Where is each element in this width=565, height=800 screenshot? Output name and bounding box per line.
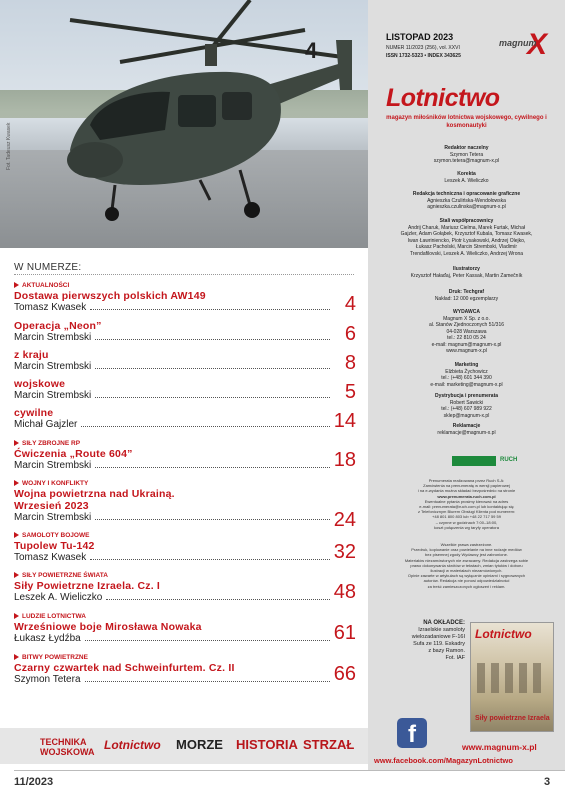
credit-line: Agnieszka Czulińska-Wendołowska — [427, 197, 506, 204]
toc-title: Czarny czwartek nad Schweinfurtem. Cz. II — [14, 662, 235, 674]
toc-author: Michał Gajzler — [14, 419, 78, 430]
info-line: koszt połączenia wg taryfy operatora — [434, 524, 499, 530]
footer-issue: 11/2023 — [14, 776, 54, 788]
credit-complaints — [368, 423, 565, 436]
toc-author: Marcin Strembski — [14, 390, 92, 401]
credit-line: Nakład: 12 000 egzemplarzy — [434, 295, 499, 302]
toc-category-label: SIŁY ZBROJNE RP — [22, 439, 81, 447]
info-line: Przedruk, kopiowanie oraz powielanie na inne rodzaje mediów — [411, 547, 522, 553]
partner-logos-bar — [0, 728, 368, 764]
ruch-logo — [452, 456, 496, 466]
info-line: Ewentualne pytania prosimy kierować na adres — [424, 498, 509, 504]
credit-illustrators — [368, 266, 565, 279]
credit-heading: Redakcja techniczna i opracowanie graficzne — [412, 191, 521, 197]
toc-category — [14, 570, 356, 580]
toc-category-label: AKTUALNOŚCI — [22, 281, 70, 289]
logo-technika-wojskowa[interactable]: TECHNIKA WOJSKOWA — [40, 737, 95, 757]
magazine-tagline: magazyn miłośników lotnictwa wojskowego, cywilnego i kosmonautyki — [386, 115, 547, 129]
credit-line: Leszek A. Wieliczko — [444, 177, 489, 184]
toc-author-row — [14, 332, 356, 344]
ruch-logo-label: RUCH — [500, 457, 518, 463]
toc-page-number: 5 — [344, 381, 356, 403]
credit-line: www.magnum-x.pl — [446, 348, 487, 354]
toc-leader-dots — [90, 302, 330, 310]
arrow-right-icon — [14, 654, 19, 660]
toc-leader-dots — [95, 332, 330, 340]
cover-thumbnail[interactable] — [470, 622, 554, 732]
toc-item[interactable] — [14, 530, 356, 564]
credit-line: Krzysztof Hałaďaj, Peter Kassak, Martin Zamečník — [410, 272, 523, 279]
cover-caption-line: Izraelskie samoloty — [418, 627, 465, 633]
credit-line: 04-028 Warszawa — [446, 328, 487, 335]
toc-item[interactable] — [14, 349, 356, 373]
credit-heading: Dystrybucja i prenumerata — [434, 393, 499, 399]
facebook-icon[interactable]: f — [397, 718, 427, 748]
logo-strzal[interactable]: STRZAŁ — [303, 737, 355, 752]
credit-line: Robert Sawicki — [449, 399, 484, 406]
credit-line: Gajzler, Adam Gołąbek, Krzysztof Kubala, Tomasz Kwasek, — [400, 231, 533, 237]
cover-caption-line: z bazy Ramon. — [428, 648, 465, 654]
cover-caption-line: wielozadaniowe F-16I — [411, 634, 465, 640]
info-line: ilustracji w materiałach niezamówionych. — [430, 568, 503, 574]
toc-author-row — [14, 390, 356, 402]
footer-page-number: 3 — [544, 776, 551, 788]
toc-title: wojskowe — [14, 378, 66, 390]
subscription-info — [372, 478, 561, 530]
logo-historia[interactable]: HISTORIA — [236, 737, 298, 752]
toc-title: Wojna powietrzna nad Ukrainą. Wrzesień 2023 — [14, 488, 175, 512]
info-line: Opinie zawarte w artykułach są wyłącznie opiniami i sygnowanych — [407, 573, 526, 579]
magnum-x-letter: X — [527, 28, 548, 61]
legal-info — [372, 542, 561, 589]
credit-line: Magnum X Sp. z o.o. — [443, 315, 490, 322]
toc-page-number: 24 — [333, 509, 356, 531]
cover-photo-helicopter — [0, 0, 368, 248]
toc-leader-dots — [95, 512, 330, 520]
credit-line: e-mail: marketing@magnum-x.pl — [430, 381, 503, 388]
cover-thumbnail-aircraft — [477, 663, 547, 693]
toc-category — [14, 611, 356, 621]
toc-item[interactable] — [14, 570, 356, 604]
toc-title: Tupolew Tu-142 — [14, 540, 95, 552]
toc-title: Dostawa pierwszych polskich AW149 — [14, 290, 206, 302]
info-line[interactable]: www.prenumerata.ruch.com.pl — [437, 493, 496, 499]
credit-print — [368, 289, 565, 302]
toc-page-number: 32 — [333, 541, 356, 563]
toc-heading: W NUMERZE: — [14, 262, 82, 273]
info-line: bez pisemnej zgody Wydawcy jest zabronione. — [425, 552, 508, 558]
info-line: autorów. Redakcja nie ponosi odpowiedzialności — [423, 578, 510, 584]
credit-line: tel.: 22 810 05 24 — [447, 335, 486, 341]
info-line: Materiałów niezamówionych nie zwracamy. Redakcja zastrzega sobie — [404, 557, 529, 563]
toc-category — [14, 438, 356, 448]
toc-category — [14, 530, 356, 540]
website-link[interactable]: www.magnum-x.pl — [462, 742, 537, 752]
toc-leader-dots — [85, 674, 330, 682]
toc-title: Wrześniowe boje Mirosława Nowaka — [14, 621, 202, 633]
credit-distribution — [368, 393, 565, 419]
toc-author-row — [14, 674, 356, 686]
info-line: +48 801 800 803 lub +48 22 717 59 59 — [432, 514, 501, 520]
info-line: Wszelkie prawa zastrzeżone. — [440, 542, 493, 547]
toc-page-number: 6 — [344, 323, 356, 345]
logo-lotnictwo[interactable]: Lotnictwo — [104, 738, 161, 752]
photo-page-number: 4 — [305, 38, 318, 63]
info-line: prawo dokonywania skrótów w tekstach, zmian tytułów i doboru — [410, 562, 523, 568]
toc-page-number: 48 — [333, 581, 356, 603]
credit-heading: Korekta — [457, 171, 476, 177]
toc-author: Tomasz Kwasek — [14, 302, 87, 313]
credit-contributors — [368, 218, 565, 257]
toc-item[interactable] — [14, 438, 356, 472]
credit-line: Andrij Charuk, Mariusz Cielma, Marek Furtak, Michał — [408, 224, 525, 231]
toc-category — [14, 652, 356, 662]
toc-author: Szymon Tetera — [14, 674, 81, 685]
photo-credit: Fot. Tadeusz Kwasek — [6, 122, 12, 170]
toc-author: Marcin Strembski — [14, 460, 92, 471]
credit-line: agnieszka.czulinska@magnum-x.pl — [427, 204, 506, 210]
info-line: za treść zamieszczonych ogłoszeń i reklam. — [427, 583, 506, 589]
arrow-right-icon — [14, 613, 19, 619]
toc-category-label: SIŁY POWIETRZNE ŚWIATA — [22, 571, 108, 579]
credit-heading: Stali współpracownicy — [439, 218, 494, 224]
toc-author-row — [14, 592, 356, 604]
arrow-right-icon — [14, 440, 19, 446]
arrow-right-icon — [14, 480, 19, 486]
toc-author: Leszek A. Wieliczko — [14, 592, 103, 603]
lotnictwo-logo: Lotnictwo — [386, 84, 500, 112]
toc-category — [14, 280, 356, 290]
toc-item[interactable] — [14, 478, 356, 531]
info-line: – czynne w godzinach 7:00–18:00, — [435, 519, 498, 525]
toc-page-number: 14 — [333, 410, 356, 432]
toc-leader-dots — [81, 419, 330, 427]
toc-leader-dots — [95, 390, 330, 398]
credit-heading: Reklamacje — [452, 423, 481, 429]
arrow-right-icon — [14, 532, 19, 538]
issue-date: LISTOPAD 2023 — [386, 32, 454, 42]
toc-leader-dots — [85, 633, 330, 641]
toc-title: Operacja „Neon” — [14, 320, 102, 332]
toc-author: Łukasz Łydźba — [14, 633, 81, 644]
toc-author-row — [14, 302, 356, 314]
toc-page-number: 4 — [344, 293, 356, 315]
credit-marketing — [368, 362, 565, 388]
credit-heading: Ilustratorzy — [453, 266, 480, 272]
issn: ISSN 1732-5323 • INDEX 343625 — [386, 53, 461, 59]
toc-page-number: 61 — [333, 622, 356, 644]
toc-author-row — [14, 512, 356, 524]
toc-title: cywilne — [14, 407, 54, 419]
toc-divider — [14, 274, 354, 275]
magnum-x-logo — [497, 28, 557, 62]
toc-category-label: LUDZIE LOTNICTWA — [22, 612, 86, 620]
logo-morze[interactable]: MORZE — [176, 737, 223, 752]
toc-author-row — [14, 419, 356, 431]
toc-author-row — [14, 361, 356, 373]
toc-author-row — [14, 552, 356, 564]
arrow-right-icon — [14, 572, 19, 578]
info-line: i na e-wydania można składać bezpośrednio na stronie — [417, 488, 516, 494]
toc-author-row — [14, 633, 356, 645]
info-line: Prenumerata realizowana przez Ruch S.A: — [428, 478, 505, 483]
credit-proofreading — [368, 171, 565, 184]
toc-page-number: 8 — [344, 352, 356, 374]
toc-leader-dots — [95, 361, 330, 369]
facebook-link[interactable]: www.facebook.com/MagazynLotnictwo — [374, 756, 513, 765]
toc-leader-dots — [90, 552, 330, 560]
credit-line: e-mail: magnum@magnum-x.pl — [431, 341, 502, 348]
credit-line: szymon.tetera@magnum-x.pl — [433, 158, 500, 164]
toc-category-label: SAMOLOTY BOJOWE — [22, 531, 90, 539]
toc-author: Marcin Strembski — [14, 512, 92, 523]
credit-line: Łukasz Pacholski, Marcin Strembski, Vladimír — [415, 244, 518, 250]
toc-item[interactable] — [14, 378, 356, 402]
toc-item[interactable] — [14, 652, 356, 686]
credit-editor — [368, 145, 565, 165]
cover-caption-line: Fot. IAF — [445, 655, 465, 661]
toc-author: Tomasz Kwasek — [14, 552, 87, 563]
info-line: z Telefonicznym Biurem Obsługi Klienta pod numerem: — [417, 509, 516, 515]
credit-heading: Marketing — [454, 362, 479, 368]
cover-caption — [380, 620, 465, 662]
credit-graphics — [368, 191, 565, 211]
toc-item[interactable] — [14, 407, 356, 431]
credit-heading: WYDAWCA — [453, 309, 480, 315]
toc-author-row — [14, 460, 356, 472]
toc-author: Marcin Strembski — [14, 332, 92, 343]
toc-category-label: BITWY POWIETRZNE — [22, 653, 88, 661]
credit-line: tel.: (+48) 601 344 390 — [441, 375, 492, 381]
toc-page-number: 66 — [333, 663, 356, 685]
credit-line: Szymon Tetera — [449, 151, 484, 158]
cover-caption-line: Sufa ze 119. Eskadry — [413, 641, 465, 647]
cover-thumbnail-caption: Siły powietrzne Izraela — [475, 715, 550, 722]
credit-line: tel.: (+48) 607 989 922 — [441, 406, 492, 412]
magnum-wordmark: magnum — [499, 38, 537, 48]
footer-divider — [14, 770, 565, 771]
toc-page-number: 18 — [333, 449, 356, 471]
toc-item[interactable] — [14, 320, 356, 344]
credit-publisher — [368, 309, 565, 355]
info-line: Zamówienia na prenumeratę w wersji papierowej — [423, 483, 510, 489]
credit-line: al. Stanów Zjednoczonych 51/316 — [428, 322, 505, 328]
toc-title: Siły Powietrzne Izraela. Cz. I — [14, 580, 161, 592]
info-line: e-mail: prenumerata@ruch.com.pl lub kontaktując się — [419, 504, 514, 510]
cover-thumbnail-logo: Lotnictwo — [475, 627, 532, 641]
cover-caption-heading: NA OKŁADCE: — [423, 620, 465, 626]
credit-heading: Redaktor naczelny — [444, 145, 489, 151]
toc-category-label: WOJNY I KONFLIKTY — [22, 479, 89, 487]
credit-line: sklep@magnum-x.pl — [443, 412, 490, 419]
toc-title: Ćwiczenia „Route 604” — [14, 448, 133, 460]
toc-author: Marcin Strembski — [14, 361, 92, 372]
arrow-right-icon — [14, 282, 19, 288]
toc-leader-dots — [106, 592, 330, 600]
toc-category — [14, 478, 356, 488]
toc-item[interactable] — [14, 280, 356, 314]
toc-leader-dots — [95, 460, 330, 468]
credit-line: Trendafilovski, Leszek A. Wieliczko, Andrzej Wrona — [409, 250, 524, 257]
toc-item[interactable] — [14, 611, 356, 645]
credit-line: Iwan Ławriniencko, Piotr Łysakowski, Andrzej Olejko, — [407, 237, 526, 244]
credit-line: Elżbieta Żychowicz — [445, 368, 488, 375]
issue-number: NUMER 11/2023 (256), vol. XXVI — [386, 45, 460, 51]
credit-heading: Druk: Techgraf — [448, 289, 485, 295]
credit-line: reklamacje@magnum-x.pl — [437, 429, 496, 436]
toc-title: z kraju — [14, 349, 49, 361]
